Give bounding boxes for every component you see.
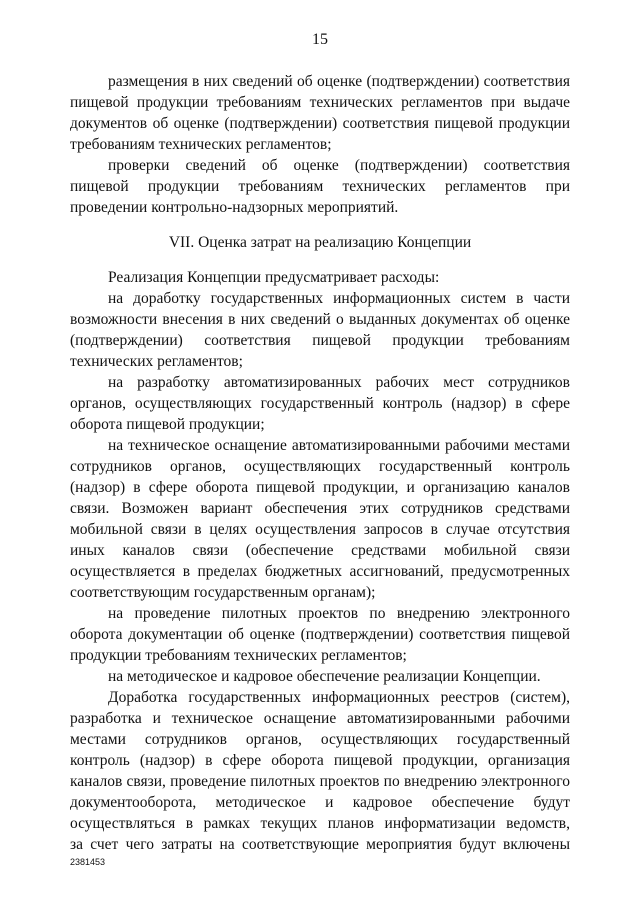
text-line: (подтверждении) соответствия пищевой продукции требованиям bbox=[70, 332, 570, 349]
text-line: мобильной связи в целях осуществления запросов в случае отсутствия bbox=[70, 521, 570, 538]
text-line: проверки сведений об оценке (подтверждении) соответствия bbox=[108, 157, 570, 174]
text-line: на техническое оснащение автоматизированными рабочими местами bbox=[108, 437, 570, 454]
text-line: на доработку государственных информационных систем в части bbox=[108, 290, 570, 307]
text-line: связи. Возможен вариант обеспечения этих сотрудников средствами bbox=[70, 500, 570, 517]
text-line: на методическое и кадровое обеспечение реализации Концепции. bbox=[108, 668, 541, 685]
text-line: документооборота, методическое и кадровое обеспечение будут bbox=[70, 794, 570, 811]
text-line: продукции требованиям технических регламентов; bbox=[70, 647, 407, 664]
text-line: оборота документации об оценке (подтверждении) соответствия пищевой bbox=[70, 626, 570, 643]
text-line: технических регламентов; bbox=[70, 353, 243, 370]
text-line: требованиям технических регламентов; bbox=[70, 136, 332, 153]
text-line: соответствующим государственным органам); bbox=[70, 584, 376, 601]
text-line: за счет чего затраты на соответствующие мероприятия будут включены bbox=[70, 836, 570, 853]
document-code: 2381453 bbox=[70, 857, 106, 867]
page-number: 15 bbox=[312, 31, 328, 48]
text-line: проведении контрольно-надзорных мероприятий. bbox=[70, 199, 399, 216]
text-line: оборота пищевой продукции; bbox=[70, 416, 265, 433]
text-line: осуществляется в пределах бюджетных ассигнований, предусмотренных bbox=[70, 563, 570, 580]
text-line: пищевой продукции требованиям технических регламентов при bbox=[70, 178, 570, 195]
text-line: на разработку автоматизированных рабочих мест сотрудников bbox=[108, 374, 570, 391]
text-line: (надзор) в сфере оборота пищевой продукции, и организацию каналов bbox=[70, 479, 570, 496]
text-line: иных каналов связи (обеспечение средствами мобильной связи bbox=[70, 542, 570, 559]
text-line: осуществляться в рамках текущих планов информатизации ведомств, bbox=[70, 815, 570, 832]
text-line: Реализация Концепции предусматривает расходы: bbox=[108, 269, 440, 286]
text-line: возможности внесения в них сведений о выданных документах об оценке bbox=[70, 311, 570, 328]
text-line: сотрудников органов, осуществляющих государственный контроль bbox=[70, 458, 570, 475]
section-heading: VII. Оценка затрат на реализацию Концепции bbox=[168, 234, 472, 251]
text-line: документов об оценке (подтверждении) соответствия пищевой продукции bbox=[70, 115, 570, 132]
text-line: каналов связи, проведение пилотных проектов по внедрению электронного bbox=[70, 773, 570, 790]
text-line: размещения в них сведений об оценке (подтверждении) соответствия bbox=[108, 73, 570, 90]
text-line: Доработка государственных информационных реестров (систем), bbox=[108, 689, 570, 706]
text-line: органов, осуществляющих государственный контроль (надзор) в сфере bbox=[70, 395, 570, 412]
text-line: пищевой продукции требованиям технических регламентов при выдаче bbox=[70, 94, 570, 111]
text-line: контроль (надзор) в сфере оборота пищевой продукции, организация bbox=[70, 752, 570, 769]
text-line: разработка и техническое оснащение автоматизированными рабочими bbox=[70, 710, 570, 727]
text-line: местами сотрудников органов, осуществляющих государственный bbox=[70, 731, 570, 748]
text-line: на проведение пилотных проектов по внедрению электронного bbox=[108, 605, 570, 622]
